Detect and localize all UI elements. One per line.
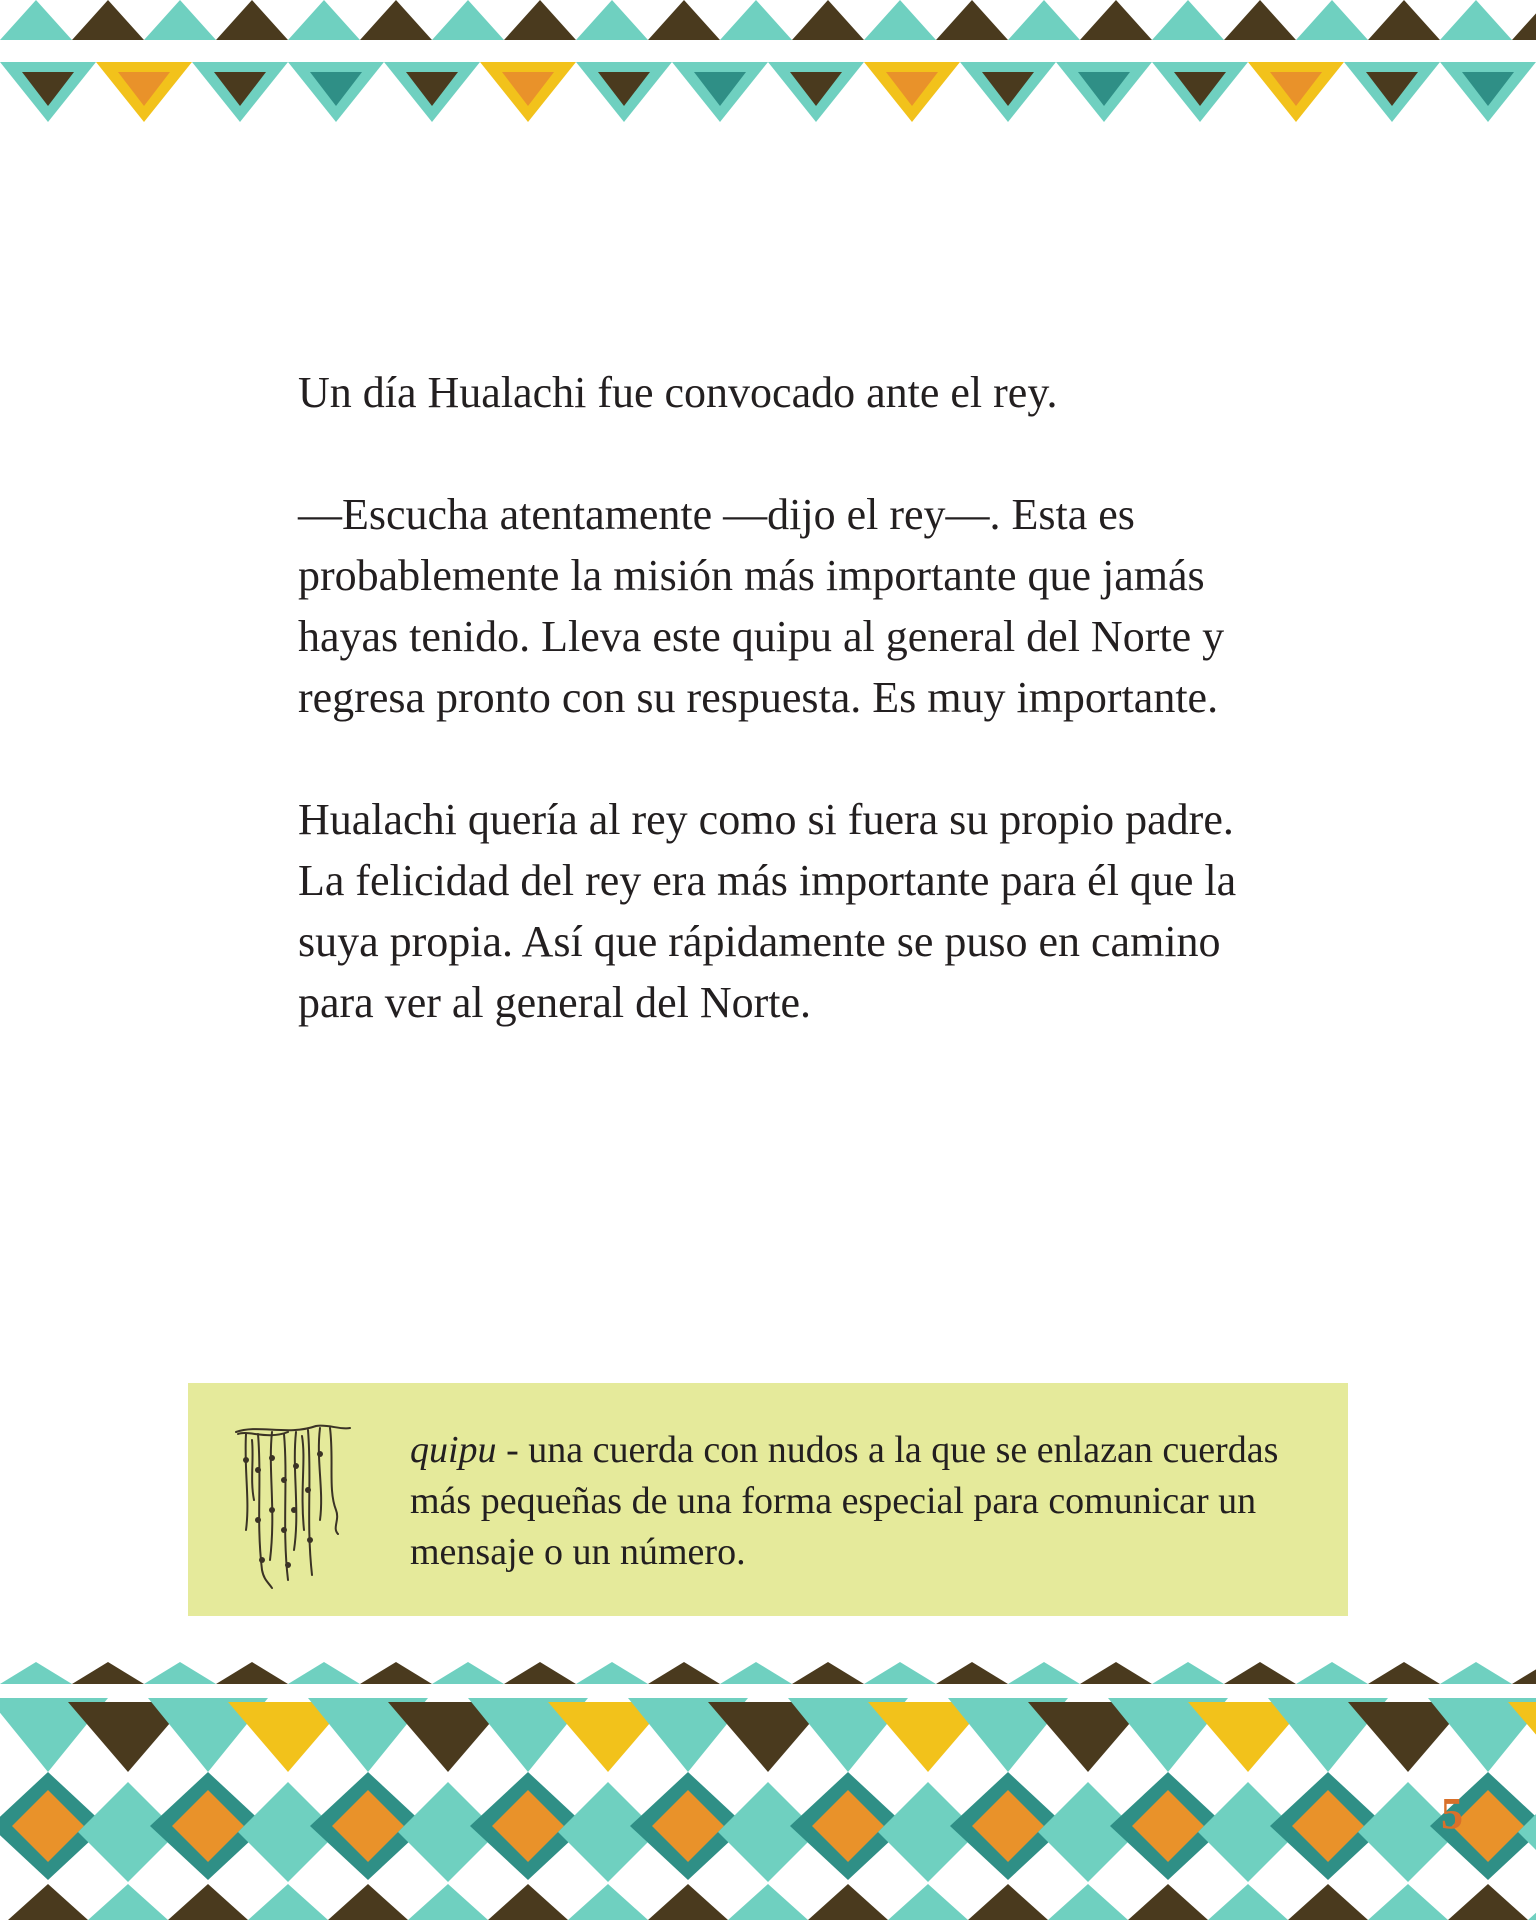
pattern-triangle: [1128, 1884, 1208, 1920]
pattern-triangle: [1448, 1884, 1528, 1920]
pattern-triangle: [432, 1662, 504, 1684]
glossary-box: [188, 1383, 1348, 1616]
pattern-triangle: [1296, 0, 1368, 40]
pattern-triangle: [808, 1884, 888, 1920]
pattern-triangle: [88, 1884, 168, 1920]
pattern-triangle: [0, 1662, 72, 1684]
pattern-triangle: [360, 1662, 432, 1684]
pattern-triangle: [1080, 0, 1152, 40]
pattern-diamond: [1518, 1782, 1536, 1882]
pattern-triangle: [168, 1884, 248, 1920]
pattern-triangle: [0, 0, 72, 40]
pattern-triangle: [792, 0, 864, 40]
story-paragraph-2: —Escucha atentamente —dijo el rey—. Esta es probablemente la misión más importante que jamás hayas tenido. Lleva este quipu al general del Norte y regresa pronto con su respuesta. Es muy importante.: [298, 490, 1225, 722]
pattern-triangle: [1008, 0, 1080, 40]
glossary-separator: -: [496, 1429, 529, 1471]
pattern-triangle: [1512, 0, 1536, 40]
pattern-triangle: [1224, 1662, 1296, 1684]
pattern-triangle: [1440, 0, 1512, 40]
pattern-triangle: [488, 1884, 568, 1920]
pattern-triangle: [1368, 1662, 1440, 1684]
pattern-triangle: [576, 0, 648, 40]
pattern-triangle: [576, 1662, 648, 1684]
pattern-triangle: [72, 1662, 144, 1684]
story-text: [298, 362, 1278, 1033]
pattern-triangle: [144, 1662, 216, 1684]
pattern-triangle: [648, 0, 720, 40]
glossary-definition: [410, 1425, 1330, 1578]
pattern-triangle: [216, 1662, 288, 1684]
pattern-triangle: [432, 0, 504, 40]
pattern-triangle: [648, 1662, 720, 1684]
pattern-triangle: [728, 1884, 808, 1920]
glossary-definition-text: una cuerda con nudos a la que se enlazan cuerdas más pequeñas de una forma especial para comunicar un mensaje o un número.: [410, 1429, 1279, 1573]
story-paragraph-1: Un día Hualachi fue convocado ante el rey.: [298, 368, 1058, 417]
pattern-triangle: [1208, 1884, 1288, 1920]
pattern-triangle: [504, 0, 576, 40]
pattern-triangle: [216, 0, 288, 40]
pattern-triangle: [1152, 1662, 1224, 1684]
pattern-triangle: [360, 0, 432, 40]
pattern-triangle: [1296, 1662, 1368, 1684]
pattern-triangle: [288, 1662, 360, 1684]
pattern-triangle: [1528, 1884, 1536, 1920]
page-number: 5: [1441, 1789, 1463, 1838]
pattern-triangle: [864, 1662, 936, 1684]
quipu-icon: [228, 1410, 358, 1590]
bottom-pattern-border: [0, 1662, 1536, 1920]
top-pattern-border: [0, 0, 1536, 125]
pattern-triangle: [408, 1884, 488, 1920]
pattern-triangle: [72, 0, 144, 40]
pattern-triangle: [1080, 1662, 1152, 1684]
pattern-triangle: [936, 1662, 1008, 1684]
pattern-triangle: [1288, 1884, 1368, 1920]
pattern-triangle: [864, 0, 936, 40]
pattern-triangle: [504, 1662, 576, 1684]
pattern-triangle: [568, 1884, 648, 1920]
pattern-triangle: [1368, 0, 1440, 40]
pattern-triangle: [968, 1884, 1048, 1920]
pattern-triangle: [288, 0, 360, 40]
pattern-triangle: [648, 1884, 728, 1920]
pattern-triangle: [1048, 1884, 1128, 1920]
pattern-triangle: [720, 1662, 792, 1684]
pattern-triangle: [8, 1884, 88, 1920]
pattern-triangle: [1440, 1662, 1512, 1684]
pattern-triangle: [328, 1884, 408, 1920]
glossary-term: quipu: [410, 1429, 497, 1471]
pattern-triangle: [888, 1884, 968, 1920]
pattern-triangle: [248, 1884, 328, 1920]
pattern-triangle: [936, 0, 1008, 40]
story-paragraph-3: Hualachi quería al rey como si fuera su propio padre. La felicidad del rey era más importante para él que la suya propia. Así que rápidamente se puso en camino para ver al general del Norte.: [298, 795, 1237, 1027]
pattern-triangle: [1368, 1884, 1448, 1920]
pattern-triangle: [1152, 0, 1224, 40]
pattern-triangle: [144, 0, 216, 40]
pattern-triangle: [792, 1662, 864, 1684]
pattern-triangle: [720, 0, 792, 40]
pattern-triangle: [1512, 1662, 1536, 1684]
pattern-triangle: [1008, 1662, 1080, 1684]
pattern-triangle: [1224, 0, 1296, 40]
